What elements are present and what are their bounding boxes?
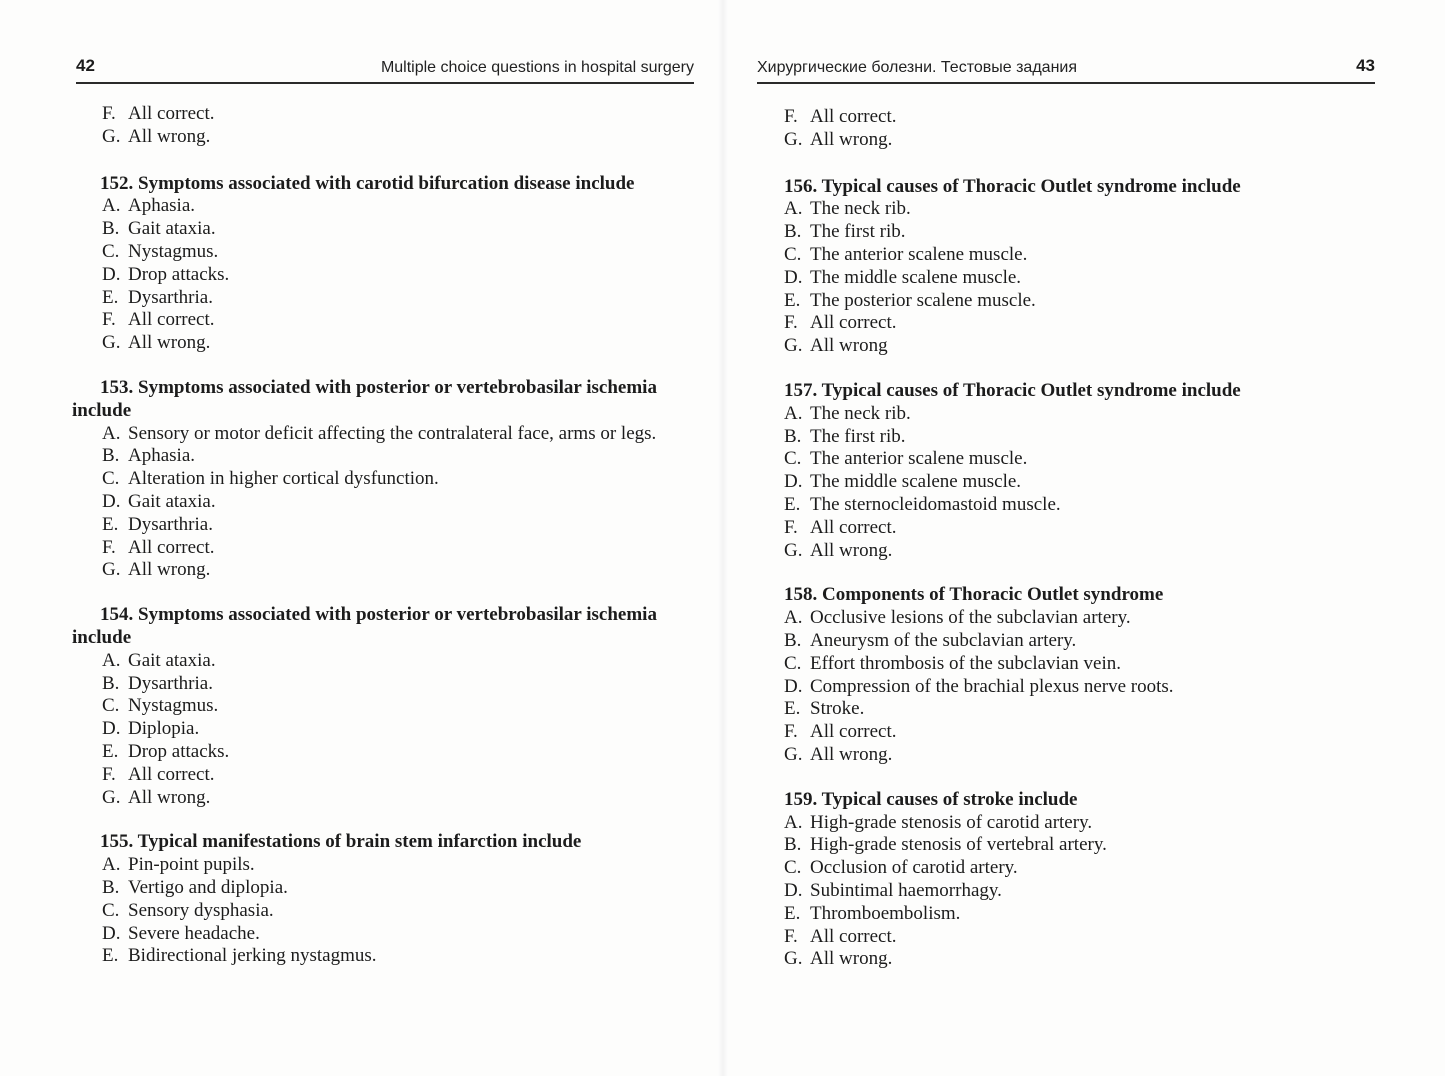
- right-page: [722, 0, 1445, 1076]
- option: G. All wrong.: [102, 332, 211, 354]
- option: A. The neck rib.: [784, 402, 911, 424]
- option: C. Nystagmus.: [102, 240, 219, 262]
- option: B. Vertigo and diplopia.: [102, 876, 288, 898]
- option: E. Dysarthria.: [102, 513, 213, 535]
- question-158: [784, 584, 1344, 766]
- option: D. Drop attacks.: [102, 263, 230, 285]
- option: B. Gait ataxia.: [102, 218, 216, 240]
- option: D. Gait ataxia.: [102, 490, 216, 512]
- continued-options: [72, 103, 697, 149]
- option: A. Pin-point pupils.: [102, 854, 255, 876]
- question-156: [784, 176, 1344, 358]
- option: F. All correct.: [784, 516, 897, 538]
- option: C. The anterior scalene muscle.: [784, 243, 1028, 265]
- option: E. The sternocleidomastoid muscle.: [784, 493, 1061, 515]
- page-header: [757, 54, 1375, 84]
- option: F. All correct.: [102, 103, 215, 124]
- option: E. Bidirectional jerking nystagmus.: [102, 945, 377, 967]
- option: D. Subintimal haemorrhagy.: [784, 879, 1002, 901]
- question-title: 155. Typical manifestations of brain stem infarction include: [100, 831, 582, 853]
- option: E. Thromboembolism.: [784, 902, 961, 924]
- question-155: [72, 831, 697, 968]
- option: F. All correct.: [784, 312, 897, 334]
- option: D. The middle scalene muscle.: [784, 471, 1022, 493]
- question-157: [784, 380, 1344, 562]
- option: A. Aphasia.: [102, 195, 196, 217]
- option: A. The neck rib.: [784, 198, 911, 220]
- question-title: 154. Symptoms associated with posterior or vertebrobasilar ischemia include: [72, 604, 657, 648]
- option: B. The first rib.: [784, 221, 906, 243]
- option: F. All correct.: [102, 309, 215, 331]
- option: F. All correct.: [102, 536, 215, 558]
- option: C. Effort thrombosis of the subclavian vein.: [784, 652, 1121, 674]
- left-page: [0, 0, 722, 1076]
- question-title: 157. Typical causes of Thoracic Outlet syndrome include: [784, 379, 1241, 401]
- continued-options: [784, 106, 1344, 152]
- page-number: 43: [1356, 56, 1375, 75]
- option: G. All wrong.: [784, 539, 893, 561]
- page-number: 42: [76, 56, 95, 75]
- option: E. The posterior scalene muscle.: [784, 289, 1036, 311]
- option: E. Drop attacks.: [102, 740, 230, 762]
- option: C. Sensory dysphasia.: [102, 899, 274, 921]
- option: C. Occlusion of carotid artery.: [784, 857, 1018, 879]
- question-152: [72, 173, 697, 355]
- option: E. Stroke.: [784, 698, 865, 720]
- question-title: 156. Typical causes of Thoracic Outlet syndrome include: [784, 175, 1241, 197]
- option: D. Severe headache.: [102, 922, 260, 944]
- option: G. All wrong: [784, 335, 888, 357]
- option: C. Nystagmus.: [102, 695, 219, 717]
- option: B. Dysarthria.: [102, 672, 213, 694]
- option: G. All wrong.: [102, 125, 211, 147]
- option: G. All wrong.: [102, 559, 211, 581]
- question-title: 158. Components of Thoracic Outlet syndrome: [784, 584, 1164, 606]
- option: C. The anterior scalene muscle.: [784, 448, 1028, 470]
- option: A. Sensory or motor deficit affecting the contralateral face, arms or legs.: [102, 422, 657, 444]
- question-title: 153. Symptoms associated with posterior or vertebrobasilar ischemia include: [72, 376, 657, 421]
- option: F. All correct.: [102, 763, 215, 785]
- question-154: [72, 604, 697, 809]
- option: G. All wrong.: [784, 743, 893, 765]
- running-title: Multiple choice questions in hospital surgery: [380, 59, 694, 76]
- option: A. High-grade stenosis of carotid artery.: [784, 811, 1093, 833]
- question-title: 159. Typical causes of stroke include: [784, 788, 1078, 810]
- page-content: [72, 103, 697, 990]
- option: D. Diplopia.: [102, 718, 200, 740]
- question-title: 152. Symptoms associated with carotid bifurcation disease include: [100, 172, 635, 194]
- option: A. Occlusive lesions of the subclavian artery.: [784, 607, 1131, 629]
- option: G. All wrong.: [784, 948, 893, 970]
- option: D. Compression of the brachial plexus nerve roots.: [784, 675, 1174, 697]
- option: B. Aneurysm of the subclavian artery.: [784, 629, 1077, 651]
- question-153: [72, 377, 697, 582]
- option: C. Alteration in higher cortical dysfunction.: [102, 468, 439, 490]
- option: G. All wrong.: [784, 128, 893, 150]
- option: B. Aphasia.: [102, 445, 196, 467]
- option: B. High-grade stenosis of vertebral artery.: [784, 834, 1107, 856]
- option: A. Gait ataxia.: [102, 649, 216, 671]
- option: E. Dysarthria.: [102, 286, 213, 308]
- option: D. The middle scalene muscle.: [784, 266, 1022, 288]
- page-content: [784, 106, 1344, 993]
- option: B. The first rib.: [784, 425, 906, 447]
- question-159: [784, 789, 1344, 971]
- page-header: [76, 54, 694, 84]
- running-title: Хирургические болезни. Тестовые задания: [757, 59, 1077, 76]
- option: F. All correct.: [784, 721, 897, 743]
- option: F. All correct.: [784, 106, 897, 127]
- option: F. All correct.: [784, 925, 897, 947]
- option: G. All wrong.: [102, 786, 211, 808]
